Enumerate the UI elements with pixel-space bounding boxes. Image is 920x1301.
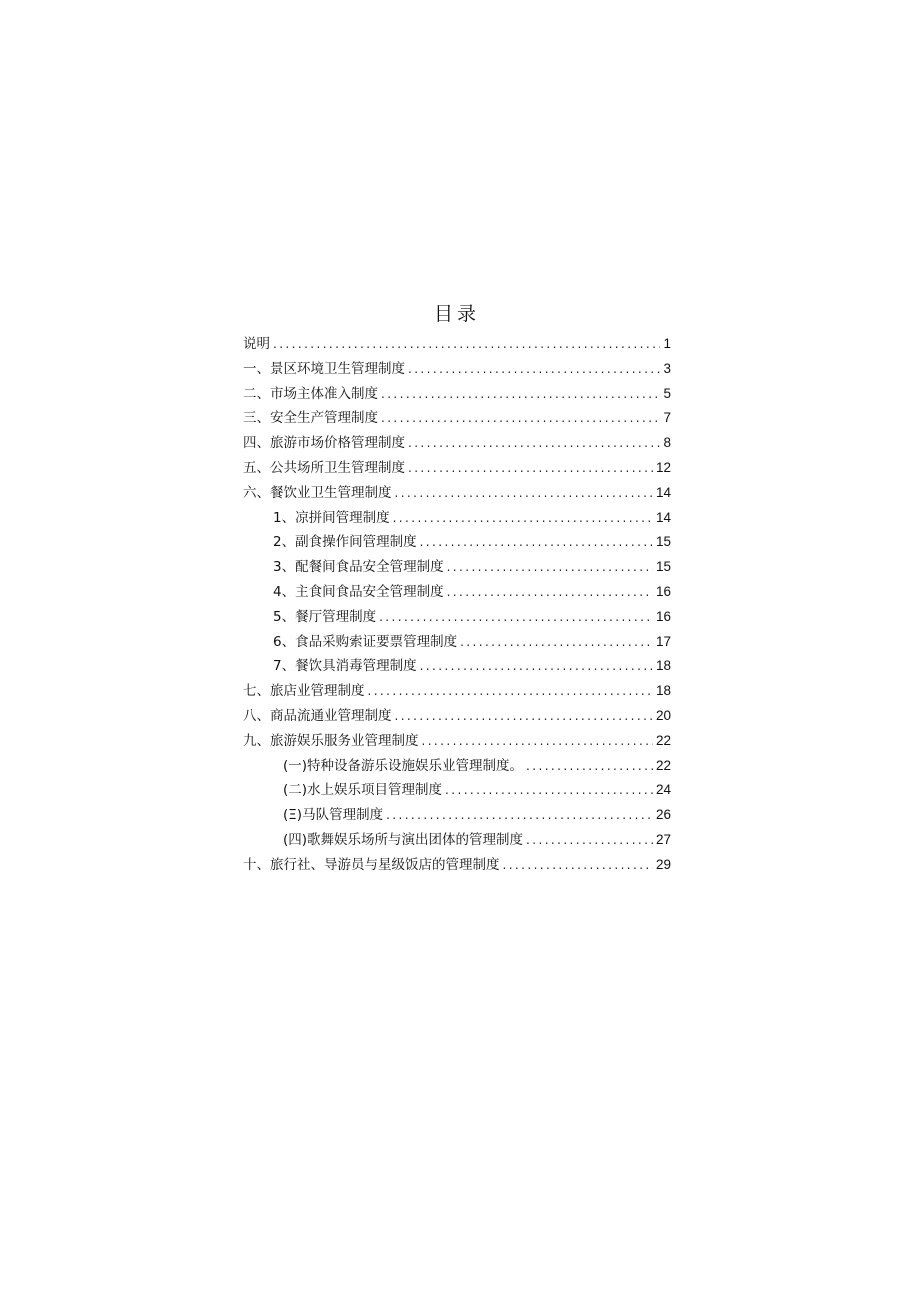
- toc-entry[interactable]: [243, 481, 671, 506]
- toc-entry[interactable]: [243, 431, 671, 456]
- toc-entry-page: 3: [663, 360, 671, 376]
- toc-subentry[interactable]: [243, 630, 671, 655]
- toc-entry-label: 二、市场主体准入制度: [243, 385, 378, 402]
- toc-entry-label: 7、餐饮具消毒管理制度: [273, 658, 417, 675]
- toc-entry-label: 六、餐饮业卫生管理制度: [243, 484, 392, 501]
- toc-subentry[interactable]: [243, 605, 671, 630]
- toc-entry-page: 16: [655, 583, 671, 599]
- toc-dot-leader: [395, 481, 653, 506]
- toc-entry-page: 8: [663, 435, 671, 451]
- toc-subentry[interactable]: [243, 654, 671, 679]
- toc-entry-label: 5、餐厅管理制度: [273, 608, 377, 625]
- toc-subentry[interactable]: [243, 530, 671, 555]
- toc-entry-label: 三、安全生产管理制度: [243, 410, 378, 427]
- toc-entry-page: 7: [663, 410, 671, 426]
- toc-entry-page: 14: [655, 509, 671, 525]
- toc-entry-page: 18: [655, 683, 671, 699]
- toc-entry-page: 18: [655, 658, 671, 674]
- toc-entry-page: 12: [655, 459, 671, 475]
- toc-subentry[interactable]: [243, 506, 671, 531]
- toc-entry-label: 五、公共场所卫生管理制度: [243, 459, 405, 476]
- toc-entry-label: 2、副食操作间管理制度: [273, 534, 417, 551]
- toc-title: 目录: [433, 303, 480, 325]
- toc-subentry[interactable]: [243, 555, 671, 580]
- toc-entry-label: 6、食品采购索证要票管理制度: [273, 633, 458, 650]
- toc-entry-label: 七、旅店业管理制度: [243, 683, 365, 700]
- toc-entry-page: 16: [655, 608, 671, 624]
- toc-entry-label: (Ξ)马队管理制度: [283, 807, 384, 824]
- toc-entry-label: 十、旅行社、导游员与星级饭店的管理制度: [243, 856, 500, 873]
- toc-dot-leader: [408, 357, 660, 382]
- toc-entry-page: 14: [655, 484, 671, 500]
- toc-dot-leader: [420, 530, 653, 555]
- toc-entry-label: (二)水上娱乐项目管理制度: [283, 782, 443, 799]
- toc-entry-page: 20: [655, 707, 671, 723]
- toc-dot-leader: [447, 555, 653, 580]
- toc-entry-label: 九、旅游娱乐服务业管理制度: [243, 732, 419, 749]
- toc-entry-label: 一、景区环境卫生管理制度: [243, 360, 405, 377]
- toc-dot-leader: [408, 431, 660, 456]
- toc-subentry[interactable]: [243, 778, 671, 803]
- toc-entry[interactable]: [243, 456, 671, 481]
- toc-entry-page: 22: [655, 757, 671, 773]
- toc-entry-page: 27: [655, 831, 671, 847]
- toc-entry-label: 1、凉拼间管理制度: [273, 509, 390, 526]
- toc-entry-label: (四)歌舞娱乐场所与演出团体的管理制度: [283, 831, 524, 848]
- toc-dot-leader: [393, 506, 653, 531]
- toc-entry-page: 17: [655, 633, 671, 649]
- toc-dot-leader: [381, 382, 660, 407]
- toc-entry[interactable]: [243, 704, 671, 729]
- toc-entry[interactable]: [243, 406, 671, 431]
- toc-subentry[interactable]: [243, 803, 671, 828]
- toc-entry[interactable]: [243, 679, 671, 704]
- toc-dot-leader: [422, 729, 653, 754]
- toc-entry-page: 24: [655, 782, 671, 798]
- toc-entry-page: 5: [663, 385, 671, 401]
- toc-entry-page: 15: [655, 559, 671, 575]
- toc-entry-label: 说明: [243, 336, 270, 352]
- toc-entry[interactable]: [243, 382, 671, 407]
- toc-entry[interactable]: [243, 853, 671, 878]
- toc-dot-leader: [420, 654, 653, 679]
- toc-subentry[interactable]: [243, 828, 671, 853]
- toc-entry-page: 29: [655, 856, 671, 872]
- toc-entry-label: 4、主食间食品安全管理制度: [273, 583, 444, 600]
- toc-entry-label: (一)特种设备游乐设施娱乐业管理制度。: [283, 757, 524, 774]
- toc-dot-leader: [526, 828, 653, 853]
- toc-entry-label: 八、商品流通业管理制度: [243, 707, 392, 724]
- toc-subentry[interactable]: [243, 754, 671, 779]
- toc-entry[interactable]: [243, 729, 671, 754]
- toc-entry-label: 3、配餐间食品安全管理制度: [273, 559, 444, 576]
- toc-dot-leader: [386, 803, 653, 828]
- toc-dot-leader: [526, 754, 653, 779]
- toc-entry-label: 四、旅游市场价格管理制度: [243, 435, 405, 452]
- toc-dot-leader: [273, 332, 660, 357]
- toc-dot-leader: [445, 778, 653, 803]
- toc-entry[interactable]: [243, 332, 671, 357]
- toc-dot-leader: [381, 406, 660, 431]
- toc-entry-page: 15: [655, 534, 671, 550]
- toc-dot-leader: [379, 605, 653, 630]
- toc-dot-leader: [447, 580, 653, 605]
- toc-subentry[interactable]: [243, 580, 671, 605]
- toc-entry-page: 26: [655, 807, 671, 823]
- toc-dot-leader: [395, 704, 653, 729]
- toc-dot-leader: [503, 853, 653, 878]
- toc-dot-leader: [408, 456, 653, 481]
- toc-dot-leader: [368, 679, 653, 704]
- toc-entry-page: 1: [663, 336, 671, 351]
- toc-dot-leader: [460, 630, 653, 655]
- toc-entry-page: 22: [655, 732, 671, 748]
- table-of-contents: [243, 300, 671, 878]
- toc-entry[interactable]: [243, 357, 671, 382]
